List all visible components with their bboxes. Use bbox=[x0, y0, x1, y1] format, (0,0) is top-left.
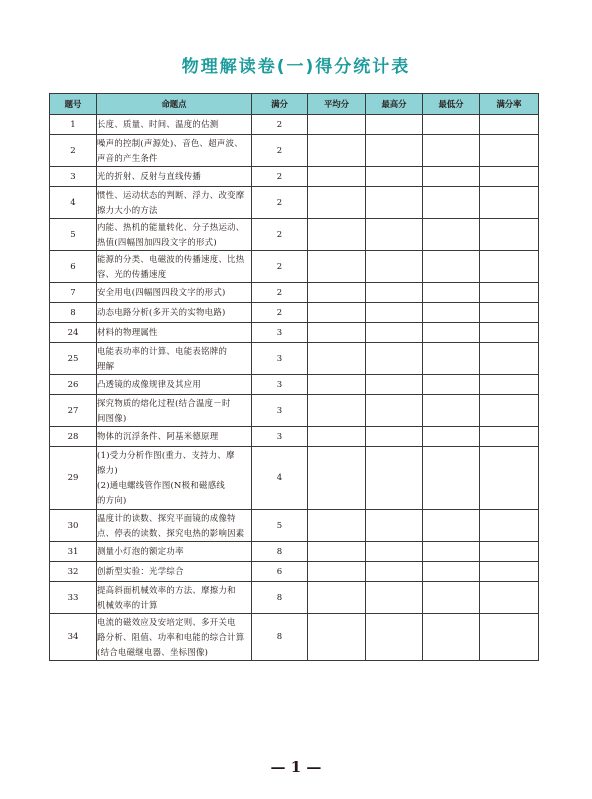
highest-score-cell[interactable] bbox=[366, 115, 423, 135]
lowest-score-cell[interactable] bbox=[423, 510, 480, 542]
test-point-line: 声音的产生条件 bbox=[97, 152, 158, 163]
full-score-rate-cell[interactable] bbox=[480, 542, 539, 562]
highest-score-cell[interactable] bbox=[366, 343, 423, 375]
full-score-cell: 2 bbox=[252, 303, 308, 323]
table-row bbox=[50, 562, 539, 582]
test-point-cell bbox=[97, 427, 252, 447]
lowest-score-cell[interactable] bbox=[423, 167, 480, 187]
test-point-line: 机械效率的计算 bbox=[97, 599, 158, 610]
question-number-cell: 26 bbox=[50, 375, 97, 395]
full-score-cell: 8 bbox=[252, 614, 308, 661]
table-row bbox=[50, 427, 539, 447]
test-point-line: 理解 bbox=[97, 360, 115, 371]
test-point-cell bbox=[97, 542, 252, 562]
test-point-cell bbox=[97, 283, 252, 303]
header-lowest-score: 最低分 bbox=[423, 94, 480, 115]
highest-score-cell[interactable] bbox=[366, 167, 423, 187]
lowest-score-cell[interactable] bbox=[423, 582, 480, 614]
full-score-rate-cell[interactable] bbox=[480, 582, 539, 614]
test-point-cell bbox=[97, 582, 252, 614]
question-number-cell: 4 bbox=[50, 187, 97, 219]
test-point-cell bbox=[97, 115, 252, 135]
full-score-rate-cell[interactable] bbox=[480, 510, 539, 542]
full-score-cell: 6 bbox=[252, 562, 308, 582]
test-point-line: 测量小灯泡的额定功率 bbox=[97, 546, 184, 556]
full-score-rate-cell[interactable] bbox=[480, 375, 539, 395]
average-score-cell[interactable] bbox=[308, 510, 366, 542]
full-score-rate-cell[interactable] bbox=[480, 343, 539, 375]
highest-score-cell[interactable] bbox=[366, 582, 423, 614]
question-number-cell: 8 bbox=[50, 303, 97, 323]
score-statistics-table bbox=[49, 93, 539, 661]
test-point-cell bbox=[97, 510, 252, 542]
question-number-cell: 28 bbox=[50, 427, 97, 447]
lowest-score-cell[interactable] bbox=[423, 135, 480, 167]
full-score-rate-cell[interactable] bbox=[480, 115, 539, 135]
test-point-cell bbox=[97, 219, 252, 251]
full-score-rate-cell[interactable] bbox=[480, 219, 539, 251]
header-question-number: 题号 bbox=[50, 94, 97, 115]
test-point-line: 长度、质量、时间、温度的估测 bbox=[97, 119, 219, 129]
test-point-line: 热值(四幅图加四段文字的形式) bbox=[97, 236, 217, 247]
table-row bbox=[50, 323, 539, 343]
highest-score-cell[interactable] bbox=[366, 323, 423, 343]
highest-score-cell[interactable] bbox=[366, 427, 423, 447]
test-point-cell bbox=[97, 251, 252, 283]
table-body bbox=[50, 115, 539, 661]
lowest-score-cell[interactable] bbox=[423, 395, 480, 427]
header-highest-score: 最高分 bbox=[366, 94, 423, 115]
test-point-line: 电能表功率的计算、电能表铭牌的 bbox=[97, 345, 228, 356]
table-row bbox=[50, 219, 539, 251]
table-row bbox=[50, 510, 539, 542]
lowest-score-cell[interactable] bbox=[423, 187, 480, 219]
full-score-cell: 8 bbox=[252, 582, 308, 614]
full-score-cell: 2 bbox=[252, 283, 308, 303]
test-point-line: 擦力) bbox=[97, 465, 118, 475]
lowest-score-cell[interactable] bbox=[423, 614, 480, 661]
question-number-cell: 27 bbox=[50, 395, 97, 427]
question-number-cell: 30 bbox=[50, 510, 97, 542]
full-score-cell: 2 bbox=[252, 187, 308, 219]
test-point-line: 容、光的传播速度 bbox=[97, 268, 167, 279]
full-score-cell: 2 bbox=[252, 115, 308, 135]
full-score-cell: 3 bbox=[252, 375, 308, 395]
test-point-line: 安全用电(四幅图四段文字的形式) bbox=[97, 287, 226, 297]
highest-score-cell[interactable] bbox=[366, 375, 423, 395]
test-point-line: 材料的物理属性 bbox=[97, 327, 158, 337]
test-point-line: 的方向) bbox=[97, 495, 127, 505]
question-number-cell: 25 bbox=[50, 343, 97, 375]
test-point-line: 探究物质的熔化过程(结合温度－时 bbox=[97, 397, 231, 408]
lowest-score-cell[interactable] bbox=[423, 219, 480, 251]
full-score-rate-cell[interactable] bbox=[480, 135, 539, 167]
highest-score-cell[interactable] bbox=[366, 510, 423, 542]
table-row bbox=[50, 343, 539, 375]
average-score-cell[interactable] bbox=[308, 323, 366, 343]
question-number-cell: 5 bbox=[50, 219, 97, 251]
average-score-cell[interactable] bbox=[308, 582, 366, 614]
question-number-cell: 6 bbox=[50, 251, 97, 283]
full-score-rate-cell[interactable] bbox=[480, 283, 539, 303]
highest-score-cell[interactable] bbox=[366, 187, 423, 219]
lowest-score-cell[interactable] bbox=[423, 303, 480, 323]
test-point-cell bbox=[97, 375, 252, 395]
table-row bbox=[50, 135, 539, 167]
average-score-cell[interactable] bbox=[308, 251, 366, 283]
average-score-cell[interactable] bbox=[308, 219, 366, 251]
header-full-score-rate: 满分率 bbox=[480, 94, 539, 115]
highest-score-cell[interactable] bbox=[366, 219, 423, 251]
average-score-cell[interactable] bbox=[308, 303, 366, 323]
highest-score-cell[interactable] bbox=[366, 395, 423, 427]
lowest-score-cell[interactable] bbox=[423, 283, 480, 303]
test-point-line: 温度计的读数、探究平面镜的成像特 bbox=[97, 512, 236, 523]
test-point-cell bbox=[97, 395, 252, 427]
page-title: 物理解读卷(一)得分统计表 bbox=[181, 57, 411, 77]
test-point-line: 凸透镜的成像规律及其应用 bbox=[97, 379, 202, 389]
test-point-line: 点、停表的读数、探究电热的影响因素 bbox=[97, 527, 245, 538]
header-test-point: 命题点 bbox=[97, 94, 252, 115]
average-score-cell[interactable] bbox=[308, 115, 366, 135]
highest-score-cell[interactable] bbox=[366, 614, 423, 661]
question-number-cell: 2 bbox=[50, 135, 97, 167]
average-score-cell[interactable] bbox=[308, 427, 366, 447]
test-point-cell bbox=[97, 562, 252, 582]
table-row bbox=[50, 303, 539, 323]
test-point-line: 擦力大小的方法 bbox=[97, 204, 158, 215]
full-score-cell: 3 bbox=[252, 427, 308, 447]
test-point-line: 能源的分类、电磁波的传播速度、比热 bbox=[97, 253, 245, 264]
highest-score-cell[interactable] bbox=[366, 303, 423, 323]
full-score-rate-cell[interactable] bbox=[480, 427, 539, 447]
table-row bbox=[50, 283, 539, 303]
full-score-cell: 8 bbox=[252, 542, 308, 562]
highest-score-cell[interactable] bbox=[366, 562, 423, 582]
average-score-cell[interactable] bbox=[308, 447, 366, 510]
average-score-cell[interactable] bbox=[308, 562, 366, 582]
table-header-row bbox=[50, 94, 539, 115]
full-score-cell: 3 bbox=[252, 323, 308, 343]
lowest-score-cell[interactable] bbox=[423, 427, 480, 447]
average-score-cell[interactable] bbox=[308, 167, 366, 187]
lowest-score-cell[interactable] bbox=[423, 542, 480, 562]
test-point-line: 惯性、运动状态的判断、浮力、改变摩 bbox=[97, 189, 245, 200]
test-point-cell bbox=[97, 303, 252, 323]
test-point-line: 创新型实验：光学综合 bbox=[97, 566, 184, 576]
highest-score-cell[interactable] bbox=[366, 135, 423, 167]
highest-score-cell[interactable] bbox=[366, 283, 423, 303]
full-score-cell: 4 bbox=[252, 447, 308, 510]
test-point-line: (1)受力分析作图(重力、支持力、摩 bbox=[97, 450, 235, 460]
test-point-line: 内能、热机的能量转化、分子热运动、 bbox=[97, 221, 245, 232]
test-point-line: (2)通电螺线管作图(N极和磁感线 bbox=[97, 480, 226, 490]
full-score-rate-cell[interactable] bbox=[480, 323, 539, 343]
test-point-cell bbox=[97, 167, 252, 187]
test-point-cell bbox=[97, 343, 252, 375]
lowest-score-cell[interactable] bbox=[423, 251, 480, 283]
test-point-line: 电流的磁效应及安培定则、多开关电 bbox=[97, 616, 236, 627]
test-point-cell bbox=[97, 447, 252, 510]
full-score-rate-cell[interactable] bbox=[480, 614, 539, 661]
question-number-cell: 34 bbox=[50, 614, 97, 661]
question-number-cell: 29 bbox=[50, 447, 97, 510]
full-score-cell: 2 bbox=[252, 219, 308, 251]
question-number-cell: 3 bbox=[50, 167, 97, 187]
test-point-cell bbox=[97, 135, 252, 167]
question-number-cell: 7 bbox=[50, 283, 97, 303]
test-point-line: (结合电磁继电器、坐标图像) bbox=[97, 646, 209, 657]
question-number-cell: 31 bbox=[50, 542, 97, 562]
table-row bbox=[50, 614, 539, 661]
full-score-rate-cell[interactable] bbox=[480, 395, 539, 427]
test-point-line: 动态电路分析(多开关的实物电路) bbox=[97, 307, 226, 317]
table-row bbox=[50, 115, 539, 135]
full-score-cell: 5 bbox=[252, 510, 308, 542]
average-score-cell[interactable] bbox=[308, 283, 366, 303]
lowest-score-cell[interactable] bbox=[423, 562, 480, 582]
full-score-rate-cell[interactable] bbox=[480, 303, 539, 323]
test-point-cell bbox=[97, 187, 252, 219]
page-number: — 1 — bbox=[270, 758, 322, 776]
table-row bbox=[50, 251, 539, 283]
test-point-line: 路分析、阻值、功率和电能的综合计算 bbox=[97, 631, 245, 642]
full-score-rate-cell[interactable] bbox=[480, 187, 539, 219]
full-score-cell: 3 bbox=[252, 343, 308, 375]
test-point-line: 光的折射、反射与直线传播 bbox=[97, 171, 202, 181]
table-row bbox=[50, 582, 539, 614]
full-score-rate-cell[interactable] bbox=[480, 562, 539, 582]
full-score-cell: 3 bbox=[252, 395, 308, 427]
table-row bbox=[50, 542, 539, 562]
full-score-rate-cell[interactable] bbox=[480, 167, 539, 187]
full-score-cell: 2 bbox=[252, 135, 308, 167]
average-score-cell[interactable] bbox=[308, 542, 366, 562]
lowest-score-cell[interactable] bbox=[423, 447, 480, 510]
full-score-cell: 2 bbox=[252, 251, 308, 283]
full-score-rate-cell[interactable] bbox=[480, 447, 539, 510]
header-full-score: 满分 bbox=[252, 94, 308, 115]
question-number-cell: 24 bbox=[50, 323, 97, 343]
average-score-cell[interactable] bbox=[308, 375, 366, 395]
test-point-cell bbox=[97, 614, 252, 661]
average-score-cell[interactable] bbox=[308, 187, 366, 219]
highest-score-cell[interactable] bbox=[366, 251, 423, 283]
table-row bbox=[50, 167, 539, 187]
average-score-cell[interactable] bbox=[308, 135, 366, 167]
highest-score-cell[interactable] bbox=[366, 447, 423, 510]
test-point-line: 提高斜面机械效率的方法、摩擦力和 bbox=[97, 584, 236, 595]
lowest-score-cell[interactable] bbox=[423, 323, 480, 343]
table-row bbox=[50, 187, 539, 219]
question-number-cell: 1 bbox=[50, 115, 97, 135]
table-row bbox=[50, 395, 539, 427]
test-point-cell bbox=[97, 323, 252, 343]
table-row bbox=[50, 375, 539, 395]
header-average-score: 平均分 bbox=[308, 94, 366, 115]
test-point-line: 物体的沉浮条件、阿基米德原理 bbox=[97, 431, 219, 441]
question-number-cell: 32 bbox=[50, 562, 97, 582]
test-point-line: 噪声的控制(声源处)、音色、超声波、 bbox=[97, 137, 243, 148]
lowest-score-cell[interactable] bbox=[423, 375, 480, 395]
lowest-score-cell[interactable] bbox=[423, 343, 480, 375]
question-number-cell: 33 bbox=[50, 582, 97, 614]
full-score-cell: 2 bbox=[252, 167, 308, 187]
highest-score-cell[interactable] bbox=[366, 542, 423, 562]
average-score-cell[interactable] bbox=[308, 614, 366, 661]
average-score-cell[interactable] bbox=[308, 343, 366, 375]
full-score-rate-cell[interactable] bbox=[480, 251, 539, 283]
average-score-cell[interactable] bbox=[308, 395, 366, 427]
lowest-score-cell[interactable] bbox=[423, 115, 480, 135]
test-point-line: 间图像) bbox=[97, 412, 127, 423]
table-row bbox=[50, 447, 539, 510]
